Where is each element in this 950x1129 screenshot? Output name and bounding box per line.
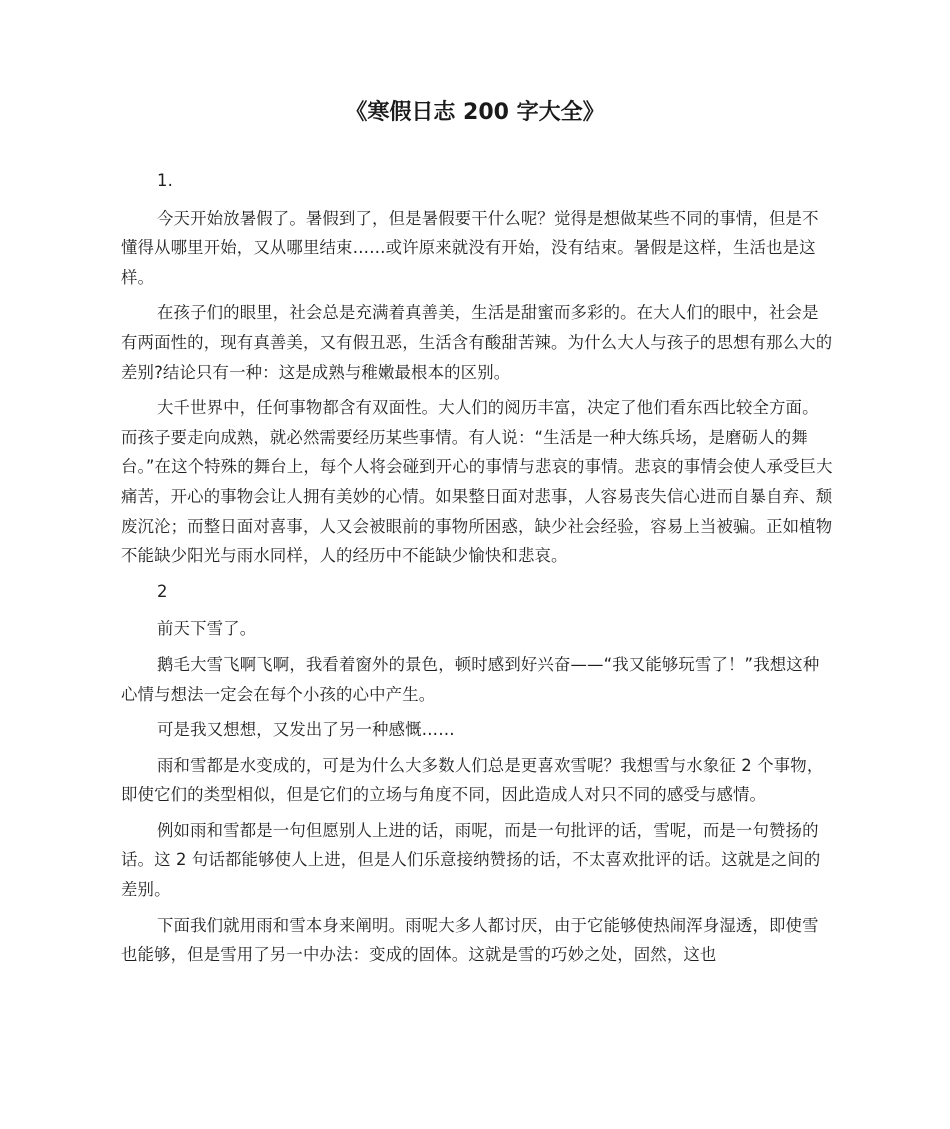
- paragraph: 可是我又想想，又发出了另一种感慨……: [157, 720, 455, 740]
- document-body: [121, 166, 833, 976]
- document-title: 《寒假日志 200 字大全》: [345, 100, 605, 125]
- paragraph: 下面我们就用雨和雪本身来阐明。雨呢大多人都讨厌，由于它能够使热闹浑身湿透，即使雪也能够，但是雪用了另一中办法：变成的固体。这就是雪的巧妙之处，固然，这也: [121, 915, 819, 965]
- paragraph: 例如雨和雪都是一句但愿别人上进的话，雨呢，而是一句批评的话，雪呢，而是一句赞扬的话。这 2 句话都能够使人上进，但是人们乐意接纳赞扬的话，不太喜欢批评的话。这就是之间的差别。: [121, 820, 821, 900]
- paragraph: 在孩子们的眼里，社会总是充满着真善美，生活是甜蜜而多彩的。在大人们的眼中，社会是有两面性的，现有真善美，又有假丑恶，生活含有酸甜苦辣。为什么大人与孩子的思想有那么大的差别?结论只有一种：这是成熟与稚嫩最根本的区别。: [121, 303, 833, 382]
- paragraph: 前天下雪了。: [157, 619, 257, 639]
- paragraph: 大千世界中，任何事物都含有双面性。大人们的阅历丰富，决定了他们看东西比较全方面。而孩子要走向成熟，就必然需要经历某些事情。有人说：“生活是一种大练兵场，是磨砺人的舞台。”在这个特殊的舞台上，每个人将会碰到开心的事情与悲哀的事情。悲哀的事情会使人承受巨大痛苦，开心的事物会让人拥有美妙的心情。如果整日面对悲事，人容易丧失信心进而自暴自弃、颓废沉沦；而整日面对喜事，人又会被眼前的事物所困惑，缺少社会经验，容易上当被骗。正如植物不能缺少阳光与雨水同样，人的经历中不能缺少愉快和悲哀。: [121, 398, 833, 566]
- section-number-1: 1.: [157, 171, 173, 190]
- paragraph: 鹅毛大雪飞啊飞啊，我看着窗外的景色，顿时感到好兴奋——“我又能够玩雪了！”我想这种心情与想法一定会在每个小孩的心中产生。: [121, 654, 820, 704]
- paragraph: 今天开始放暑假了。暑假到了，但是暑假要干什么呢？觉得是想做某些不同的事情，但是不懂得从哪里开始，又从哪里结束……或许原来就没有开始，没有结束。暑假是这样，生活也是这样。: [121, 208, 819, 287]
- section-number-2: 2: [157, 581, 168, 601]
- paragraph: 雨和雪都是水变成的，可是为什么大多数人们总是更喜欢雪呢？我想雪与水象征 2 个事物，即使它们的类型相似，但是它们的立场与角度不同，因此造成人对只不同的感受与感情。: [121, 755, 824, 805]
